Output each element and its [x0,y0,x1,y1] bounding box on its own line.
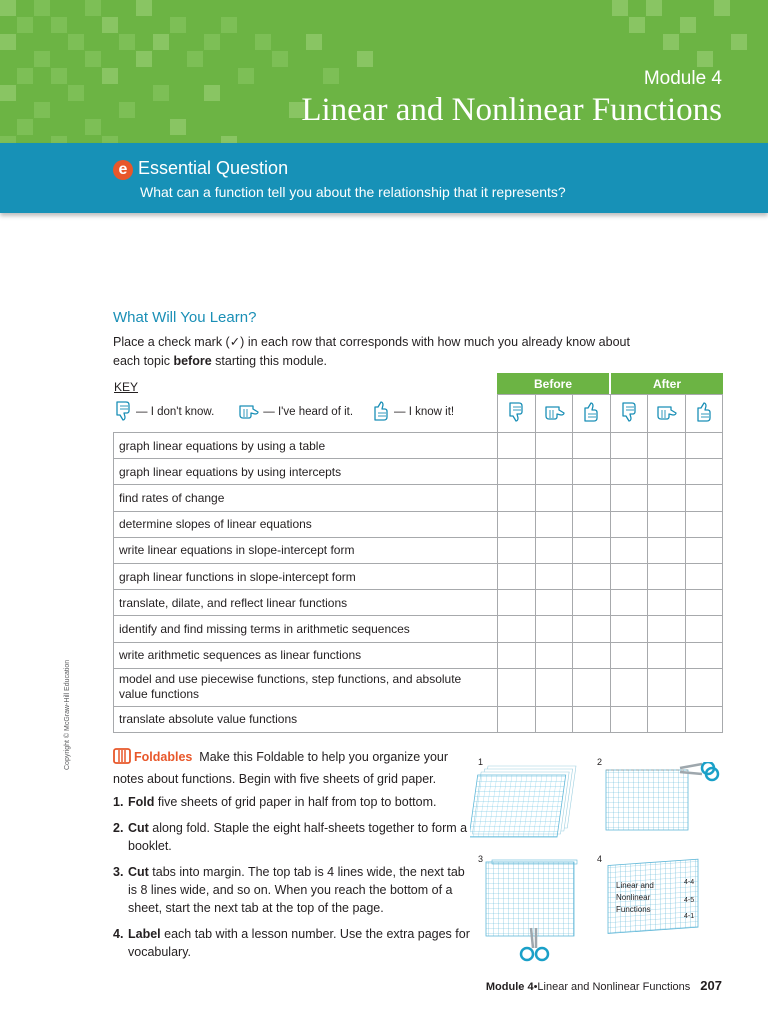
header-pixel [102,136,118,143]
topic-label: write linear equations in slope-intercept form [114,537,498,563]
checkbox-cell-before-heard-of[interactable] [535,433,572,459]
topic-row [114,616,723,642]
checkbox-cell-after-heard-of[interactable] [648,511,685,537]
key-label-dont-know: — I don't know. [136,406,215,418]
header-pixel [187,51,203,67]
checkbox-cell-after-heard-of[interactable] [648,706,685,732]
header-pixel [204,34,220,50]
checkbox-cell-before-dont-know[interactable] [498,511,535,537]
header-pixel [680,17,696,33]
checkbox-cell-after-dont-know[interactable] [610,616,647,642]
checkbox-cell-before-heard-of[interactable] [535,668,572,706]
learn-section-title: What Will You Learn? [113,309,257,326]
header-pixel [238,68,254,84]
checkbox-cell-before-dont-know[interactable] [498,563,535,589]
essential-e-icon: e [113,160,133,180]
header-pixel [119,102,135,118]
booklet-title-line-3: Functions [616,905,651,914]
blank-cell [114,395,498,433]
after-header: After [611,373,723,394]
checkbox-cell-before-know-it[interactable] [573,590,610,616]
foldables-heading: Foldables [134,750,193,764]
topic-row [114,563,723,589]
checkbox-cell-after-heard-of[interactable] [648,433,685,459]
checkbox-cell-after-know-it[interactable] [685,459,722,485]
before-thumbs-sideways-icon [535,395,572,433]
header-pixel [697,51,713,67]
header-pixel [34,51,50,67]
header-pixel [51,17,67,33]
checkbox-cell-after-dont-know[interactable] [610,459,647,485]
checkbox-cell-before-know-it[interactable] [573,485,610,511]
checkbox-cell-before-dont-know[interactable] [498,537,535,563]
booklet-title-line-1: Linear and [616,881,654,890]
figure-number-2: 2 [597,757,603,767]
header-pixel [170,17,186,33]
step-instruction: tabs into margin. The top tab is 4 lines wide, the next tab is 8 lines wide, and so on. When you reach the bottom of a sheet, start the next tab at the top of the page. [128,865,465,915]
checkbox-cell-after-dont-know[interactable] [610,590,647,616]
checkbox-cell-after-dont-know[interactable] [610,433,647,459]
header-pixel [85,0,101,16]
topic-row [114,459,723,485]
topic-label: translate absolute value functions [114,706,498,732]
page-number: 207 [700,978,722,993]
checkbox-cell-after-know-it[interactable] [685,668,722,706]
step-verb: Cut [128,821,149,835]
checkbox-cell-before-dont-know[interactable] [498,706,535,732]
checkbox-cell-after-heard-of[interactable] [648,563,685,589]
checkbox-cell-after-heard-of[interactable] [648,537,685,563]
figure-number-1: 1 [478,757,484,767]
footer-module: Module 4 [485,981,534,993]
foldables-intro [113,748,473,788]
header-pixel [85,51,101,67]
header-pixel [663,34,679,50]
tab-label-1: 4-4 [684,879,695,886]
header-pixel [357,51,373,67]
key-label-know-it: — I know it! [394,406,455,418]
header-pixel [68,85,84,101]
topic-label: find rates of change [114,485,498,511]
step-instruction: along fold. Staple the eight half-sheets together to form a booklet. [128,821,468,853]
checkbox-cell-before-heard-of[interactable] [535,537,572,563]
header-pixel [0,0,16,16]
header-pixel [0,136,16,143]
header-pixel [119,34,135,50]
checkbox-cell-before-dont-know[interactable] [498,616,535,642]
topic-row [114,668,723,706]
after-thumbs-sideways-icon [648,395,685,433]
header-pixel [17,17,33,33]
checkbox-cell-after-know-it[interactable] [685,642,722,668]
tab-label-3: 4-1 [684,913,695,920]
after-thumbs-down-icon [610,395,647,433]
self-assessment-table [113,394,723,733]
header-pixel [221,17,237,33]
step-text [128,863,473,917]
before-thumbs-up-icon [573,395,610,433]
topic-row [114,642,723,668]
copyright-notice: Copyright © McGraw-Hill Education [64,659,71,770]
checkbox-cell-after-know-it[interactable] [685,616,722,642]
checkbox-cell-before-heard-of[interactable] [535,459,572,485]
key-label-heard-of: — I've heard of it. [263,406,354,418]
header-pixel [204,85,220,101]
checkbox-cell-after-dont-know[interactable] [610,642,647,668]
module-label: Module 4 [643,68,722,89]
step-number: 2. [113,821,124,835]
booklet-title-line-2: Nonlinear [616,893,651,902]
checkbox-cell-before-dont-know[interactable] [498,433,535,459]
step-verb: Label [128,927,161,941]
step-text [128,819,473,855]
foldable-steps [113,793,473,969]
foldable-step [113,925,473,961]
essential-question-band [0,143,768,213]
checkbox-cell-before-dont-know[interactable] [498,668,535,706]
header-pixel [51,68,67,84]
checkbox-cell-before-dont-know[interactable] [498,485,535,511]
fold-sheets-illustration [470,760,580,840]
topic-row [114,706,723,732]
foldable-book-icon [113,748,131,770]
topic-label: translate, dilate, and reflect linear functions [114,590,498,616]
checkbox-cell-before-heard-of[interactable] [535,616,572,642]
header-pixel [0,34,16,50]
foldable-step [113,793,473,811]
header-pixel [306,34,322,50]
header-pixel [272,51,288,67]
page-footer [486,978,722,993]
header-pixel [323,68,339,84]
step-text [128,793,436,811]
after-thumbs-up-icon [685,395,722,433]
checkbox-cell-after-dont-know[interactable] [610,563,647,589]
intro-text: Place a check mark (✓) in each row that corresponds with how much you already know about each topic [113,335,630,368]
topic-label: graph linear functions in slope-intercept form [114,563,498,589]
step-instruction: five sheets of grid paper in half from top to bottom. [154,795,437,809]
header-pixel [731,34,747,50]
checkbox-cell-after-heard-of[interactable] [648,616,685,642]
checkbox-cell-after-dont-know[interactable] [610,485,647,511]
header-pixel [153,85,169,101]
rating-icon-row [114,395,723,433]
module-title: Linear and Nonlinear Functions [301,92,722,128]
checkbox-cell-before-know-it[interactable] [573,537,610,563]
header-pixel [153,34,169,50]
step-number: 3. [113,865,124,879]
topic-row [114,433,723,459]
before-thumbs-down-icon [498,395,535,433]
checkbox-cell-before-know-it[interactable] [573,642,610,668]
checkbox-cell-before-know-it[interactable] [573,459,610,485]
essential-question-text: What can a function tell you about the relationship that it represents? [140,184,566,200]
header-pixel [629,17,645,33]
essential-question-title: Essential Question [138,158,289,178]
checkbox-cell-after-know-it[interactable] [685,485,722,511]
topic-label: model and use piecewise functions, step functions, and absolute value functions [114,668,498,706]
checkbox-cell-after-know-it[interactable] [685,433,722,459]
topic-row [114,485,723,511]
figure-number-4: 4 [597,854,603,864]
checkbox-cell-before-dont-know[interactable] [498,590,535,616]
checkbox-cell-before-heard-of[interactable] [535,642,572,668]
checkbox-cell-after-know-it[interactable] [685,537,722,563]
foldables-intro-text: Make this Foldable to help you organize your notes about functions. Begin with five sheets of grid paper. [113,750,449,786]
step-text [128,925,473,961]
intro-bold: before [173,353,212,368]
labeled-booklet-illustration [600,858,710,938]
foldable-step [113,863,473,917]
header-pixel [612,0,628,16]
key-label: KEY [114,380,139,394]
header-pixel [85,119,101,135]
checkbox-cell-after-heard-of[interactable] [648,459,685,485]
tab-label-2: 4-5 [684,897,695,904]
topic-label: graph linear equations by using a table [114,433,498,459]
topic-label: write arithmetic sequences as linear functions [114,642,498,668]
header-pixel [17,119,33,135]
checkbox-cell-after-dont-know[interactable] [610,537,647,563]
header-pixel [0,85,16,101]
footer-title: Linear and Nonlinear Functions [537,981,691,993]
checkbox-cell-after-know-it[interactable] [685,563,722,589]
header-pixel [102,17,118,33]
checkbox-cell-after-know-it[interactable] [685,706,722,732]
cut-tabs-illustration [478,858,588,968]
checkbox-cell-before-dont-know[interactable] [498,459,535,485]
checkbox-cell-before-know-it[interactable] [573,433,610,459]
figure-number-3: 3 [478,854,484,864]
before-header: Before [497,373,609,394]
checkbox-cell-before-heard-of[interactable] [535,511,572,537]
checkbox-cell-after-heard-of[interactable] [648,668,685,706]
header-pixel [136,51,152,67]
checkbox-cell-before-heard-of[interactable] [535,706,572,732]
topic-row [114,590,723,616]
header-pixel [17,68,33,84]
topic-row [114,537,723,563]
step-number: 1. [113,795,124,809]
checkbox-cell-before-know-it[interactable] [573,706,610,732]
checkbox-cell-after-dont-know[interactable] [610,668,647,706]
foldable-step [113,819,473,855]
checkbox-cell-before-know-it[interactable] [573,563,610,589]
step-verb: Cut [128,865,149,879]
topic-row [114,511,723,537]
header-pixel [221,136,237,143]
header-pixel [51,136,67,143]
checkbox-cell-before-heard-of[interactable] [535,590,572,616]
header-pixel [102,68,118,84]
header-pixel [68,34,84,50]
header-pixel [714,0,730,16]
header-pixel [34,102,50,118]
checkbox-cell-after-know-it[interactable] [685,511,722,537]
checkbox-cell-before-dont-know[interactable] [498,642,535,668]
checkbox-cell-after-dont-know[interactable] [610,511,647,537]
checkbox-cell-before-know-it[interactable] [573,668,610,706]
step-instruction: each tab with a lesson number. Use the extra pages for vocabulary. [128,927,470,959]
header-pixel [170,119,186,135]
checkbox-cell-before-heard-of[interactable] [535,485,572,511]
header-pixel [136,0,152,16]
topic-label: graph linear equations by using intercepts [114,459,498,485]
checkbox-cell-before-heard-of[interactable] [535,563,572,589]
learn-intro [113,333,653,370]
topic-label: identify and find missing terms in arithmetic sequences [114,616,498,642]
header-pixel [646,0,662,16]
checkbox-cell-before-know-it[interactable] [573,616,610,642]
step-number: 4. [113,927,124,941]
footer-separator: • [533,981,538,993]
header-pixel [34,0,50,16]
checkbox-cell-after-heard-of[interactable] [648,642,685,668]
topic-label: determine slopes of linear equations [114,511,498,537]
checkbox-cell-after-dont-know[interactable] [610,706,647,732]
header-pixel [255,34,271,50]
checkbox-cell-after-know-it[interactable] [685,590,722,616]
step-verb: Fold [128,795,155,809]
checkbox-cell-before-know-it[interactable] [573,511,610,537]
intro-text-end: starting this module. [211,353,328,368]
checkbox-cell-after-heard-of[interactable] [648,485,685,511]
checkbox-cell-after-heard-of[interactable] [648,590,685,616]
cut-fold-illustration [598,762,723,834]
